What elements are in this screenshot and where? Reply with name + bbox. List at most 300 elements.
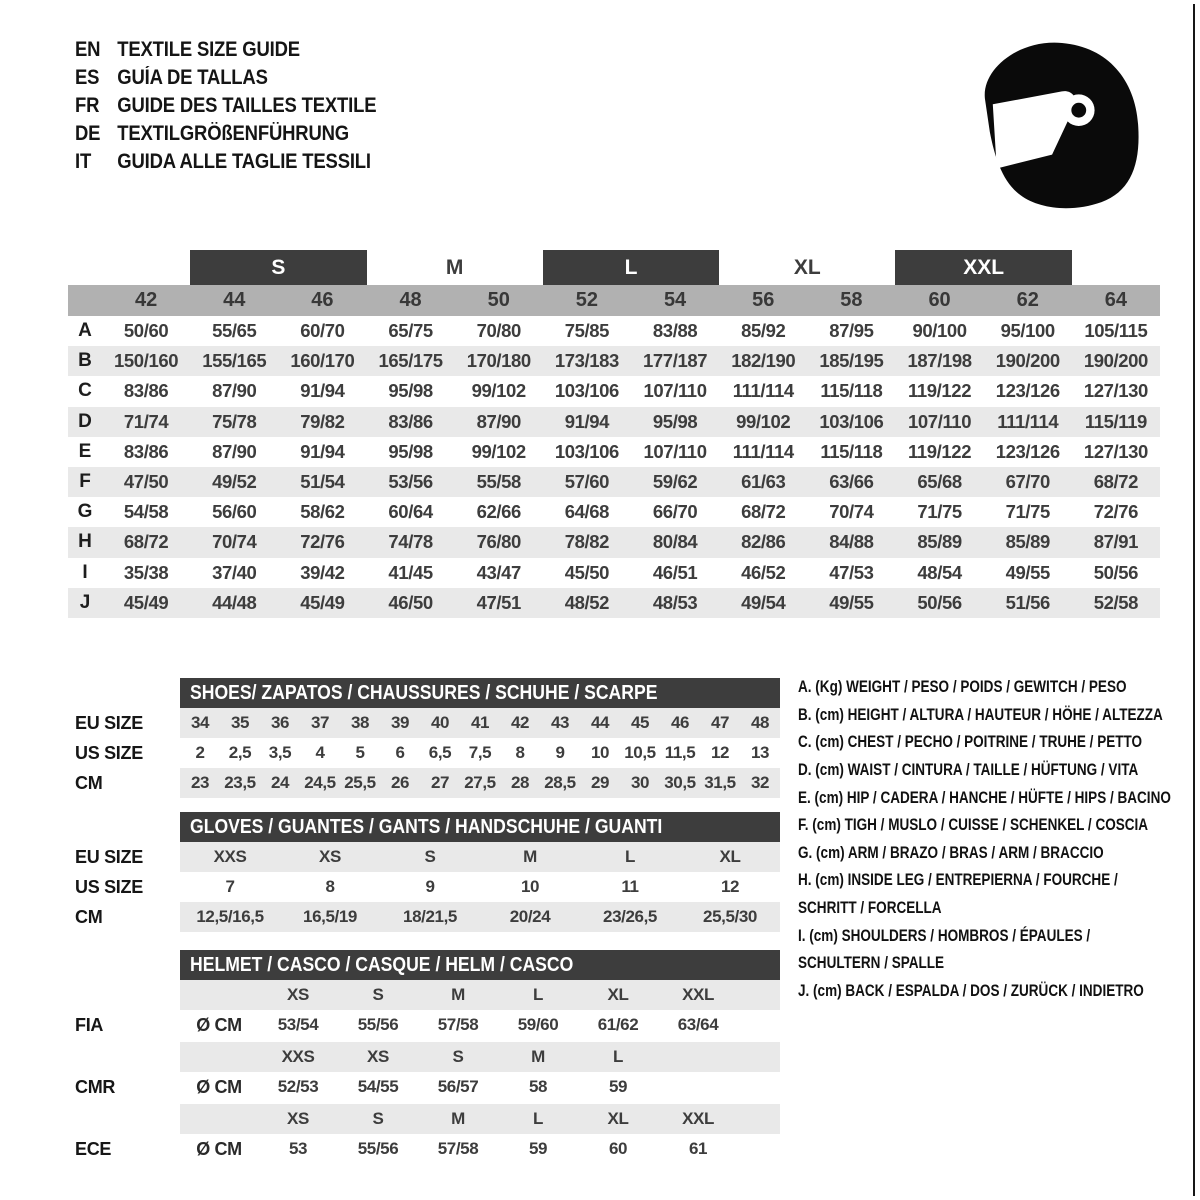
measurement-cell: 75/85	[564, 320, 610, 342]
size-cell: L	[533, 985, 543, 1004]
legend-line: G. (cm) ARM / BRAZO / BRAS / ARM / BRACCIO	[798, 843, 1104, 862]
gloves-row	[68, 842, 780, 872]
measurement-cell: 51/56	[1005, 591, 1050, 613]
gloves-table	[68, 842, 780, 932]
measurement-cell: 91/94	[300, 380, 345, 402]
size-cell: 5	[355, 743, 365, 762]
measurement-cell: 170/180	[466, 350, 531, 372]
size-cell: 28,5	[544, 773, 576, 792]
size-column-header: 56	[752, 289, 775, 311]
size-cell: 39	[390, 713, 410, 732]
size-cell: XS	[287, 1109, 309, 1128]
measurement-cell: 53/56	[388, 471, 433, 493]
size-cell: 40	[430, 713, 450, 732]
size-cell: 59/60	[517, 1015, 559, 1034]
measurement-cell: 185/195	[819, 350, 884, 372]
size-cell: 12,5/16,5	[196, 907, 264, 926]
helmet-values	[180, 1010, 780, 1040]
measurement-cell: 111/114	[997, 410, 1059, 432]
measurement-legend	[798, 674, 1198, 1005]
measurement-cell: 64/68	[564, 501, 610, 523]
measurement-cell: 71/74	[123, 410, 169, 432]
measurement-cell: 49/52	[212, 471, 257, 493]
measurement-cell: 111/114	[732, 380, 794, 402]
size-cell: XS	[319, 847, 341, 866]
shoes-title-bar	[180, 678, 780, 708]
row-letter: H	[78, 531, 92, 553]
measurement-cell: 50/56	[1093, 561, 1139, 583]
row-label: US SIZE	[68, 872, 180, 902]
size-band-label: M	[445, 255, 464, 279]
measurement-cell: 123/126	[995, 380, 1060, 402]
size-cell: 7	[225, 877, 235, 896]
size-cell	[658, 1042, 738, 1072]
measurement-cell: 83/86	[123, 440, 169, 462]
size-cell: 23/26,5	[603, 907, 657, 926]
size-cell: 61	[688, 1139, 708, 1158]
size-cell: 53	[288, 1139, 308, 1158]
measurement-cell: 58/62	[300, 501, 345, 523]
measurement-cell: 68/72	[1093, 471, 1139, 493]
language-label: TEXTILGRÖßENFÜHRUNG	[117, 122, 349, 145]
racing-helmet-icon	[975, 34, 1143, 218]
measurement-cell: 47/53	[829, 561, 874, 583]
helmet-title-bar	[180, 950, 780, 980]
measurement-cell: 75/78	[212, 410, 257, 432]
measurement-row	[68, 437, 1160, 467]
language-code: DE	[75, 122, 101, 145]
measurement-cell: 76/80	[476, 531, 521, 553]
size-cell: 30,5	[664, 773, 696, 792]
measurement-cell: 187/198	[907, 350, 972, 372]
measurement-cell: 107/110	[643, 440, 707, 462]
size-cell: 36	[270, 713, 290, 732]
measurement-cell: 177/187	[643, 350, 708, 372]
size-cell: 16,5/19	[303, 907, 357, 926]
row-label	[68, 1104, 180, 1134]
measurement-cell: 48/54	[917, 561, 962, 583]
measurement-cell: 95/98	[388, 440, 433, 462]
size-cell: 48	[750, 713, 770, 732]
strip-spacer	[68, 285, 102, 316]
size-cell: 57/58	[437, 1139, 479, 1158]
language-label: GUIDE DES TAILLES TEXTILE	[117, 94, 377, 117]
measurement-cell: 46/51	[652, 561, 698, 583]
size-cell: L	[533, 1109, 543, 1128]
size-cell: 11,5	[664, 743, 696, 762]
size-cell: 63/64	[677, 1015, 719, 1034]
size-cell: 2	[195, 743, 205, 762]
language-label: TEXTILE SIZE GUIDE	[117, 38, 300, 61]
measurement-cell: 85/89	[917, 531, 962, 553]
gloves-values	[180, 902, 780, 932]
size-cell: 6,5	[428, 743, 452, 762]
size-cell: 8	[325, 877, 335, 896]
helmet-title: HELMET / CASCO / CASQUE / HELM / CASCO	[190, 953, 574, 976]
language-label: GUÍA DE TALLAS	[117, 66, 268, 89]
measurement-cell: 85/89	[1005, 531, 1050, 553]
size-cell: 59	[528, 1139, 548, 1158]
helmet-sizes-row	[68, 1042, 780, 1072]
measurement-cell: 165/175	[378, 350, 443, 372]
legend-line: I. (cm) SHOULDERS / HOMBROS / ÉPAULES /	[798, 926, 1091, 945]
measurement-cell: 123/126	[995, 440, 1060, 462]
textile-size-table	[68, 250, 1160, 618]
measurement-cell: 65/68	[917, 471, 962, 493]
legend-line: A. (Kg) WEIGHT / PESO / POIDS / GEWITCH / PESO	[798, 678, 1127, 697]
helmet-values-row	[68, 1010, 780, 1040]
measurement-cell: 50/60	[123, 320, 169, 342]
row-label	[68, 980, 180, 1010]
measurement-cell: 68/72	[741, 501, 786, 523]
size-cell: 18/21,5	[403, 907, 457, 926]
row-letter: D	[78, 410, 92, 432]
measurement-cell: 45/49	[300, 591, 345, 613]
measurement-cell: 39/42	[300, 561, 345, 583]
helmet-sizes	[180, 1104, 780, 1134]
row-label: EU SIZE	[68, 708, 180, 738]
measurement-row	[68, 467, 1160, 497]
measurement-row	[68, 558, 1160, 588]
size-cell: 55/56	[357, 1139, 399, 1158]
measurement-cell: 82/86	[741, 531, 786, 553]
size-cell	[738, 1072, 780, 1102]
measurement-cell: 72/76	[1093, 501, 1139, 523]
row-letter: G	[77, 501, 93, 523]
standard-label: ECE	[68, 1134, 180, 1164]
measurement-cell: 70/74	[212, 531, 257, 553]
measurement-cell: 84/88	[829, 531, 874, 553]
helmet-values	[180, 1072, 780, 1102]
measurement-cell: 62/66	[476, 501, 521, 523]
size-cell: 25,5	[344, 773, 376, 792]
measurement-cell: 35/38	[123, 561, 169, 583]
helmet-values-row	[68, 1072, 780, 1102]
gloves-values	[180, 842, 780, 872]
size-cell: 10	[590, 743, 610, 762]
legend-line: SCHULTERN / SPALLE	[798, 954, 945, 973]
row-label: CM	[68, 902, 180, 932]
measurement-cell: 190/200	[1083, 350, 1148, 372]
legend-line: SCHRITT / FORCELLA	[798, 899, 942, 918]
shoes-values	[180, 768, 780, 798]
measurement-cell: 190/200	[995, 350, 1060, 372]
measurement-cell: 83/86	[388, 410, 433, 432]
gloves-row	[68, 902, 780, 932]
row-letter: C	[78, 380, 92, 402]
size-cell: M	[451, 985, 465, 1004]
size-band-label: XL	[793, 255, 821, 279]
language-row	[75, 92, 376, 120]
size-cell	[738, 1010, 780, 1040]
size-cell	[738, 1042, 780, 1072]
size-cell	[658, 1072, 738, 1102]
measurement-cell: 67/70	[1005, 471, 1050, 493]
size-cell: 11	[621, 877, 639, 896]
helmet-sizes	[180, 1042, 780, 1072]
size-column-header: 46	[311, 289, 334, 311]
size-cell: 7,5	[468, 743, 492, 762]
size-cell: 13	[750, 743, 770, 762]
measurement-cell: 50/56	[917, 591, 962, 613]
size-cell: 42	[510, 713, 530, 732]
measurement-cell: 49/55	[1005, 561, 1050, 583]
size-cell: 61/62	[597, 1015, 639, 1034]
size-cell: 59	[608, 1077, 628, 1096]
size-cell: M	[523, 847, 537, 866]
measurement-cell: 74/78	[388, 531, 433, 553]
measurement-cell: 51/54	[300, 471, 345, 493]
size-column-header: 48	[399, 289, 422, 311]
legend-line: F. (cm) TIGH / MUSLO / CUISSE / SCHENKEL / COSCIA	[798, 816, 1149, 835]
size-cell: 23	[190, 773, 210, 792]
size-column-header: 58	[840, 289, 863, 311]
row-label	[68, 1042, 180, 1072]
size-cell: S	[372, 1109, 384, 1128]
size-column-header: 60	[928, 289, 951, 311]
measurement-cell: 107/110	[643, 380, 707, 402]
measurement-row	[68, 316, 1160, 346]
row-label: EU SIZE	[68, 842, 180, 872]
shoes-row	[68, 708, 780, 738]
size-cell: 9	[425, 877, 435, 896]
measurement-cell: 70/74	[829, 501, 874, 523]
size-cell: 38	[350, 713, 370, 732]
measurement-cell: 57/60	[564, 471, 610, 493]
shoes-values	[180, 708, 780, 738]
measurement-cell: 43/47	[476, 561, 521, 583]
language-label: GUIDA ALLE TAGLIE TESSILI	[117, 150, 371, 173]
measurement-row	[68, 407, 1160, 437]
measurement-cell: 79/82	[300, 410, 345, 432]
measurement-cell: 48/52	[564, 591, 610, 613]
measurement-row	[68, 346, 1160, 376]
size-cell	[180, 1042, 258, 1072]
measurement-cell: 48/53	[652, 591, 698, 613]
size-cell: M	[531, 1047, 545, 1066]
measurement-cell: 95/98	[652, 410, 698, 432]
measurement-cell: 70/80	[476, 320, 521, 342]
helmet-sizes-row	[68, 980, 780, 1010]
size-cell: 37	[310, 713, 330, 732]
measurement-cell: 54/58	[123, 501, 169, 523]
language-row	[75, 120, 376, 148]
size-cell: 54/55	[357, 1077, 399, 1096]
legend-line: J. (cm) BACK / ESPALDA / DOS / ZURÜCK / INDIETRO	[798, 981, 1144, 1000]
measurement-cell: 46/52	[741, 561, 786, 583]
size-cell: 10,5	[624, 743, 656, 762]
measurement-cell: 115/118	[820, 440, 883, 462]
size-cell: XL	[719, 847, 741, 866]
measurement-cell: 160/170	[290, 350, 355, 372]
size-cell: 56/57	[437, 1077, 479, 1096]
measurement-cell: 44/48	[212, 591, 257, 613]
size-column-header: 54	[663, 289, 687, 311]
gloves-title-bar	[180, 812, 780, 842]
row-letter: F	[79, 471, 91, 493]
helmet-values-row	[68, 1134, 780, 1164]
helmet-table	[68, 980, 780, 1164]
measurement-cell: 52/58	[1093, 591, 1139, 613]
legend-line: H. (cm) INSIDE LEG / ENTREPIERNA / FOURCHE /	[798, 871, 1118, 890]
measurement-cell: 99/102	[471, 440, 526, 462]
measurement-cell: 45/49	[123, 591, 169, 613]
size-cell: 44	[590, 713, 610, 732]
gloves-values	[180, 872, 780, 902]
measurement-cell: 87/91	[1093, 531, 1139, 553]
language-row	[75, 64, 376, 92]
size-cell: 27,5	[464, 773, 496, 792]
size-cell	[738, 1134, 780, 1164]
size-cell: S	[372, 985, 384, 1004]
size-column-header: 50	[487, 289, 510, 311]
row-letter: B	[78, 350, 92, 372]
measurement-cell: 65/75	[388, 320, 433, 342]
measurement-cell: 87/90	[212, 380, 257, 402]
size-cell: 32	[750, 773, 770, 792]
size-cell: 10	[520, 877, 540, 896]
row-letter: J	[79, 591, 91, 613]
shoes-row	[68, 738, 780, 768]
size-column-header: 64	[1104, 289, 1128, 311]
diameter-unit-cell: Ø CM	[196, 1014, 242, 1035]
size-cell: XXL	[682, 1109, 714, 1128]
size-cell: 47	[710, 713, 730, 732]
measurement-cell: 103/106	[554, 440, 619, 462]
size-cell: XL	[607, 985, 629, 1004]
size-cell: 24	[270, 773, 290, 792]
language-code: IT	[75, 150, 92, 173]
size-cell: 6	[395, 743, 405, 762]
measurement-cell: 105/115	[1084, 320, 1148, 342]
helmet-sizes-row	[68, 1104, 780, 1134]
measurement-cell: 90/100	[912, 320, 967, 342]
size-cell: L	[625, 847, 635, 866]
measurement-cell: 72/76	[300, 531, 345, 553]
size-cell: 12	[720, 877, 740, 896]
shoes-values	[180, 738, 780, 768]
measurement-cell: 85/92	[741, 320, 786, 342]
size-column-header: 52	[575, 289, 599, 311]
measurement-cell: 119/122	[908, 380, 972, 402]
row-label: CM	[68, 768, 180, 798]
size-cell: 41	[470, 713, 490, 732]
measurement-cell: 95/100	[1000, 320, 1055, 342]
size-band-label: L	[543, 250, 719, 285]
size-cell: L	[613, 1047, 623, 1066]
measurement-cell: 87/90	[212, 440, 257, 462]
size-cell: 55/56	[357, 1015, 399, 1034]
measurement-cell: 107/110	[908, 410, 972, 432]
measurement-cell: 91/94	[300, 440, 345, 462]
size-cell: XXS	[213, 847, 247, 866]
row-label: US SIZE	[68, 738, 180, 768]
size-cell: 28	[510, 773, 530, 792]
size-column-header: 44	[223, 289, 246, 311]
legend-line: D. (cm) WAIST / CINTURA / TAILLE / HÜFTUNG / VITA	[798, 761, 1139, 780]
row-letter: I	[82, 561, 88, 583]
measurement-cell: 103/106	[554, 380, 619, 402]
measurement-cell: 115/118	[820, 380, 883, 402]
shoes-table	[68, 708, 780, 798]
size-cell: 24,5	[304, 773, 336, 792]
size-cell: S	[424, 847, 436, 866]
measurement-cell: 87/90	[476, 410, 521, 432]
measurement-cell: 63/66	[829, 471, 874, 493]
row-letter: E	[78, 440, 92, 462]
size-cell: 3,5	[268, 743, 292, 762]
measurement-cell: 103/106	[819, 410, 884, 432]
size-cell: 20/24	[509, 907, 551, 926]
size-cell: 58	[528, 1077, 548, 1096]
measurement-cell: 47/51	[476, 591, 521, 613]
size-cell: 8	[515, 743, 525, 762]
measurement-cell: 115/119	[1084, 410, 1147, 432]
size-cell	[738, 1104, 780, 1134]
measurement-cell: 80/84	[652, 531, 698, 553]
measurement-cell: 173/183	[554, 350, 619, 372]
size-cell: XXS	[281, 1047, 315, 1066]
sub-tables	[68, 678, 780, 1164]
measurement-cell: 150/160	[114, 350, 179, 372]
size-cell	[180, 980, 258, 1010]
measurement-cell: 111/114	[732, 440, 794, 462]
measurement-cell: 95/98	[388, 380, 433, 402]
page-edge-rule	[1193, 4, 1196, 1196]
legend-line: C. (cm) CHEST / PECHO / POITRINE / TRUHE / PETTO	[798, 733, 1143, 752]
measurement-row	[68, 527, 1160, 557]
size-cell	[180, 1104, 258, 1134]
language-code: ES	[75, 66, 100, 89]
size-cell: XS	[287, 985, 309, 1004]
size-cell: 9	[555, 743, 565, 762]
size-cell: 27	[430, 773, 450, 792]
size-column-header: 42	[134, 289, 158, 311]
shoes-row	[68, 768, 780, 798]
size-cell: 29	[590, 773, 610, 792]
measurement-cell: 71/75	[1005, 501, 1050, 523]
measurement-cell: 87/95	[829, 320, 874, 342]
size-cell: 4	[315, 743, 325, 762]
language-row	[75, 148, 376, 176]
size-cell: 30	[630, 773, 650, 792]
legend-line: B. (cm) HEIGHT / ALTURA / HAUTEUR / HÖHE / ALTEZZA	[798, 705, 1163, 724]
diameter-unit-cell: Ø CM	[196, 1076, 242, 1097]
measurement-row	[68, 588, 1160, 618]
size-cell: 46	[670, 713, 690, 732]
language-code: FR	[75, 94, 100, 117]
size-cell: 2,5	[228, 743, 252, 762]
measurement-cell: 55/58	[476, 471, 521, 493]
size-cell: 52/53	[277, 1077, 319, 1096]
size-cell: 34	[190, 713, 210, 732]
size-band-label: S	[190, 250, 366, 285]
measurement-cell: 155/165	[202, 350, 267, 372]
measurement-cell: 56/60	[212, 501, 257, 523]
size-cell: XL	[607, 1109, 629, 1128]
legend-line: E. (cm) HIP / CADERA / HANCHE / HÜFTE / HIPS / BACINO	[798, 788, 1171, 807]
measurement-cell: 99/102	[736, 410, 791, 432]
measurement-cell: 47/50	[123, 471, 169, 493]
standard-label: FIA	[68, 1010, 180, 1040]
measurement-cell: 182/190	[731, 350, 796, 372]
measurement-cell: 59/62	[652, 471, 698, 493]
size-cell	[738, 980, 780, 1010]
size-cell: 60	[608, 1139, 628, 1158]
measurement-cell: 49/54	[741, 591, 786, 613]
size-cell: 25,5/30	[703, 907, 757, 926]
size-column-header: 62	[1016, 289, 1039, 311]
